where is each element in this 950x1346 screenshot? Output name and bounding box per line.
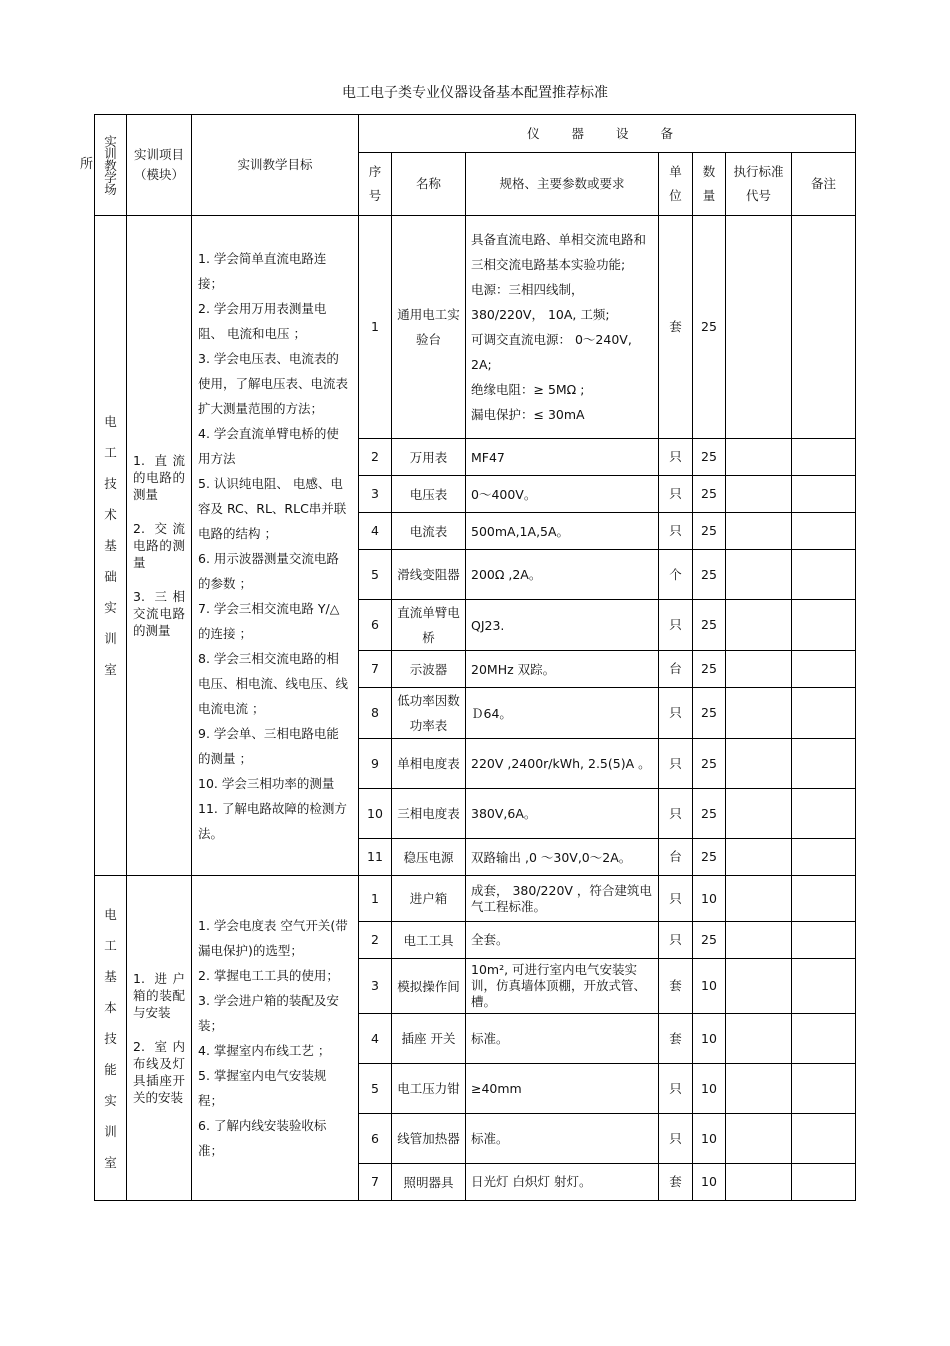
spec-cell: [466, 513, 659, 550]
name-cell: 通用电工实验台: [392, 216, 466, 439]
name-cell: 电工压力钳: [392, 1064, 466, 1114]
spec-cell: [466, 439, 659, 476]
standard-cell: [726, 1164, 792, 1201]
qty-cell: 25: [693, 550, 726, 600]
seq-cell: 7: [359, 651, 392, 688]
site-cell: [95, 216, 127, 876]
spec-line: 标准。: [471, 1030, 509, 1046]
name-cell: 电工工具: [392, 922, 466, 959]
table-row: [95, 216, 856, 439]
seq-cell: 6: [359, 600, 392, 651]
header-equipment-group: 仪 器 设 备: [359, 115, 856, 153]
spec-line: 电源：三相四线制， 380/220V， 10A, 工频;: [471, 282, 610, 322]
unit-cell: 只: [659, 600, 693, 651]
goal-item: 3. 学会进户箱的装配及安装；: [198, 993, 339, 1033]
module-cell: [127, 876, 192, 1201]
goal-item: 5. 掌握室内电气安装规程；: [198, 1068, 327, 1108]
header-spec: 规格、主要参数或要求: [466, 153, 659, 216]
name-cell: 单相电度表: [392, 739, 466, 789]
unit-cell: 套: [659, 959, 693, 1014]
note-cell: [792, 1114, 856, 1164]
spec-line: 漏电保护：≤ 30mA: [471, 407, 585, 422]
seq-cell: 3: [359, 476, 392, 513]
goal-item: 2. 学会用万用表测量电阻、 电流和电压 ；: [198, 300, 327, 341]
table-row: [95, 876, 856, 922]
header-qty: 数量: [693, 153, 726, 216]
spec-line: 200Ω ,2A。: [471, 567, 542, 582]
spec-cell: [466, 688, 659, 739]
standard-cell: [726, 600, 792, 651]
header-name: 名称: [392, 153, 466, 216]
spec-line: 可调交直流电源： 0～240V, 2A;: [471, 332, 632, 372]
page-title: 电工电子类专业仪器设备基本配置推荐标准: [342, 85, 608, 101]
qty-cell: 25: [693, 216, 726, 439]
standard-cell: [726, 1064, 792, 1114]
qty-cell: 25: [693, 839, 726, 876]
unit-cell: 只: [659, 876, 693, 922]
note-cell: [792, 922, 856, 959]
note-cell: [792, 876, 856, 922]
qty-cell: 25: [693, 439, 726, 476]
spec-cell: [466, 1114, 659, 1164]
standard-cell: [726, 688, 792, 739]
spec-line: 500mA,1A,5A。: [471, 523, 570, 539]
seq-cell: 1: [359, 216, 392, 439]
goal-item: 7. 学会三相交流电路 Y/△的连接 ；: [198, 600, 340, 641]
site-label: 电工技术基础实训室: [104, 414, 117, 677]
standard-cell: [726, 1014, 792, 1064]
site-label: 电工基本技能实训室: [104, 906, 117, 1170]
standard-cell: [726, 651, 792, 688]
goal-item: 5. 认识纯电阻、 电感、电容及 RC、RL、RLC串并联电路的结构 ；: [198, 475, 347, 541]
seq-cell: 5: [359, 550, 392, 600]
standard-cell: [726, 1114, 792, 1164]
qty-cell: 10: [693, 1114, 726, 1164]
spec-line: ≥40mm: [471, 1080, 522, 1096]
goal-item: 4. 学会直流单臂电桥的使用方法: [198, 425, 339, 466]
note-cell: [792, 550, 856, 600]
note-cell: [792, 600, 856, 651]
seq-cell: 4: [359, 1014, 392, 1064]
qty-cell: 25: [693, 476, 726, 513]
spec-line: 具备直流电路、单相交流电路和三相交流电路基本实验功能;: [471, 232, 647, 272]
goal-item: 9. 学会单、三相电路电能的测量 ；: [198, 725, 339, 766]
header-seq: 序号: [359, 153, 392, 216]
goal-item: 6. 用示波器测量交流电路的参数 ；: [198, 550, 339, 591]
qty-cell: 25: [693, 739, 726, 789]
standard-cell: [726, 739, 792, 789]
spec-line: QJ23.: [471, 617, 505, 633]
goal-item: 2. 掌握电工工具的使用；: [198, 968, 339, 983]
goal-item: 3. 学会电压表、电流表的使用，了解电压表、电流表扩大测量范围的方法；: [198, 350, 349, 416]
standard-cell: [726, 216, 792, 439]
stray-character: 所: [80, 157, 94, 172]
qty-cell: 10: [693, 876, 726, 922]
spec-cell: [466, 876, 659, 922]
seq-cell: 2: [359, 922, 392, 959]
qty-cell: 25: [693, 651, 726, 688]
seq-cell: 3: [359, 959, 392, 1014]
qty-cell: 25: [693, 600, 726, 651]
spec-cell: [466, 1064, 659, 1114]
equipment-table: [94, 114, 856, 1201]
spec-line: 成套， 380/220V ，符合建筑电气工程标准。: [471, 882, 652, 914]
standard-cell: [726, 922, 792, 959]
name-cell: 电压表: [392, 476, 466, 513]
standard-cell: [726, 876, 792, 922]
unit-cell: 只: [659, 1064, 693, 1114]
unit-cell: 只: [659, 476, 693, 513]
unit-cell: 只: [659, 439, 693, 476]
spec-line: 双路输出 ,0 ～30V,0～2A。: [471, 849, 632, 865]
spec-cell: [466, 1164, 659, 1201]
unit-cell: 只: [659, 688, 693, 739]
goal-item: 11. 了解电路故障的检测方法。: [198, 800, 347, 841]
header-unit: 单位: [659, 153, 693, 216]
seq-cell: 6: [359, 1114, 392, 1164]
name-cell: 滑线变阻器: [392, 550, 466, 600]
qty-cell: 25: [693, 922, 726, 959]
spec-line: 0～400V。: [471, 486, 537, 502]
name-cell: 进户箱: [392, 876, 466, 922]
spec-line: 日光灯 白炽灯 射灯。: [471, 1174, 592, 1189]
seq-cell: 9: [359, 739, 392, 789]
name-cell: 三相电度表: [392, 789, 466, 839]
seq-cell: 7: [359, 1164, 392, 1201]
qty-cell: 25: [693, 789, 726, 839]
note-cell: [792, 839, 856, 876]
goal-item: 8. 学会三相交流电路的相电压、相电流、线电压、线电流电流 ；: [198, 650, 349, 716]
standard-cell: [726, 513, 792, 550]
name-cell: 万用表: [392, 439, 466, 476]
qty-cell: 10: [693, 1014, 726, 1064]
standard-cell: [726, 550, 792, 600]
spec-line: 220V ,2400r/kWh, 2.5(5)A 。: [471, 756, 651, 771]
goals-cell: [192, 876, 359, 1201]
header-site: 实训教学场: [95, 115, 127, 216]
note-cell: [792, 739, 856, 789]
site-cell: [95, 876, 127, 1201]
spec-line: 全套。: [471, 932, 509, 947]
note-cell: [792, 216, 856, 439]
note-cell: [792, 513, 856, 550]
unit-cell: 只: [659, 922, 693, 959]
qty-cell: 25: [693, 688, 726, 739]
unit-cell: 套: [659, 216, 693, 439]
name-cell: 模拟操作间: [392, 959, 466, 1014]
seq-cell: 4: [359, 513, 392, 550]
goal-item: 6. 了解内线安装验收标准；: [198, 1118, 327, 1158]
standard-cell: [726, 959, 792, 1014]
unit-cell: 个: [659, 550, 693, 600]
spec-cell: [466, 839, 659, 876]
unit-cell: 只: [659, 513, 693, 550]
seq-cell: 11: [359, 839, 392, 876]
standard-cell: [726, 439, 792, 476]
module-item: 3. 三相交流电路的测量: [133, 589, 185, 638]
header-module: 实训项目（模块）: [127, 115, 192, 216]
standard-cell: [726, 476, 792, 513]
note-cell: [792, 959, 856, 1014]
name-cell: 电流表: [392, 513, 466, 550]
spec-line: 20MHz 双踪。: [471, 661, 556, 677]
unit-cell: 只: [659, 1114, 693, 1164]
note-cell: [792, 476, 856, 513]
spec-line: MF47: [471, 449, 505, 465]
note-cell: [792, 439, 856, 476]
goal-item: 10. 学会三相功率的测量: [198, 775, 335, 791]
note-cell: [792, 1164, 856, 1201]
spec-cell: [466, 216, 659, 439]
note-cell: [792, 1014, 856, 1064]
spec-line: 380V,6A。: [471, 806, 537, 821]
seq-cell: 5: [359, 1064, 392, 1114]
spec-line: 绝缘电阻：≥ 5MΩ ;: [471, 382, 585, 397]
module-item: 2. 室内布线及灯具插座开关的安装: [133, 1039, 185, 1105]
name-cell: 低功率因数功率表: [392, 688, 466, 739]
goal-item: 4. 掌握室内布线工艺 ；: [198, 1043, 331, 1058]
name-cell: 线管加热器: [392, 1114, 466, 1164]
standard-cell: [726, 789, 792, 839]
spec-cell: [466, 476, 659, 513]
qty-cell: 10: [693, 1164, 726, 1201]
unit-cell: 台: [659, 839, 693, 876]
qty-cell: 10: [693, 1064, 726, 1114]
spec-line: 标准。: [471, 1130, 509, 1146]
module-cell: [127, 216, 192, 876]
goal-item: 1. 学会电度表 空气开关(带漏电保护)的选型；: [198, 918, 348, 958]
module-item: 2. 交流电路的测量: [133, 521, 185, 570]
module-item: 1. 进户箱的装配与安装: [133, 971, 185, 1020]
note-cell: [792, 651, 856, 688]
unit-cell: 套: [659, 1014, 693, 1064]
spec-cell: [466, 922, 659, 959]
name-cell: 稳压电源: [392, 839, 466, 876]
note-cell: [792, 789, 856, 839]
seq-cell: 2: [359, 439, 392, 476]
spec-cell: [466, 959, 659, 1014]
name-cell: 直流单臂电桥: [392, 600, 466, 651]
unit-cell: 台: [659, 651, 693, 688]
unit-cell: 只: [659, 789, 693, 839]
spec-line: 10m², 可进行室内电气安装实训，仿真墙体顶棚，开放式管、槽。: [471, 962, 647, 1009]
seq-cell: 8: [359, 688, 392, 739]
header-std: 执行标准代号: [726, 153, 792, 216]
name-cell: 示波器: [392, 651, 466, 688]
standard-cell: [726, 839, 792, 876]
spec-cell: [466, 1014, 659, 1064]
name-cell: 插座 开关: [392, 1014, 466, 1064]
spec-cell: [466, 651, 659, 688]
spec-cell: [466, 600, 659, 651]
qty-cell: 25: [693, 513, 726, 550]
goal-item: 1. 学会简单直流电路连接；: [198, 250, 327, 291]
note-cell: [792, 1064, 856, 1114]
seq-cell: 10: [359, 789, 392, 839]
spec-line: Ｄ64。: [471, 705, 512, 721]
module-item: 1. 直流的电路的测量: [133, 453, 185, 502]
spec-cell: [466, 789, 659, 839]
unit-cell: 只: [659, 739, 693, 789]
qty-cell: 10: [693, 959, 726, 1014]
seq-cell: 1: [359, 876, 392, 922]
name-cell: 照明器具: [392, 1164, 466, 1201]
header-goals: 实训教学目标: [192, 115, 359, 216]
unit-cell: 套: [659, 1164, 693, 1201]
note-cell: [792, 688, 856, 739]
goals-cell: [192, 216, 359, 876]
spec-cell: [466, 550, 659, 600]
spec-cell: [466, 739, 659, 789]
header-note: 备注: [792, 153, 856, 216]
